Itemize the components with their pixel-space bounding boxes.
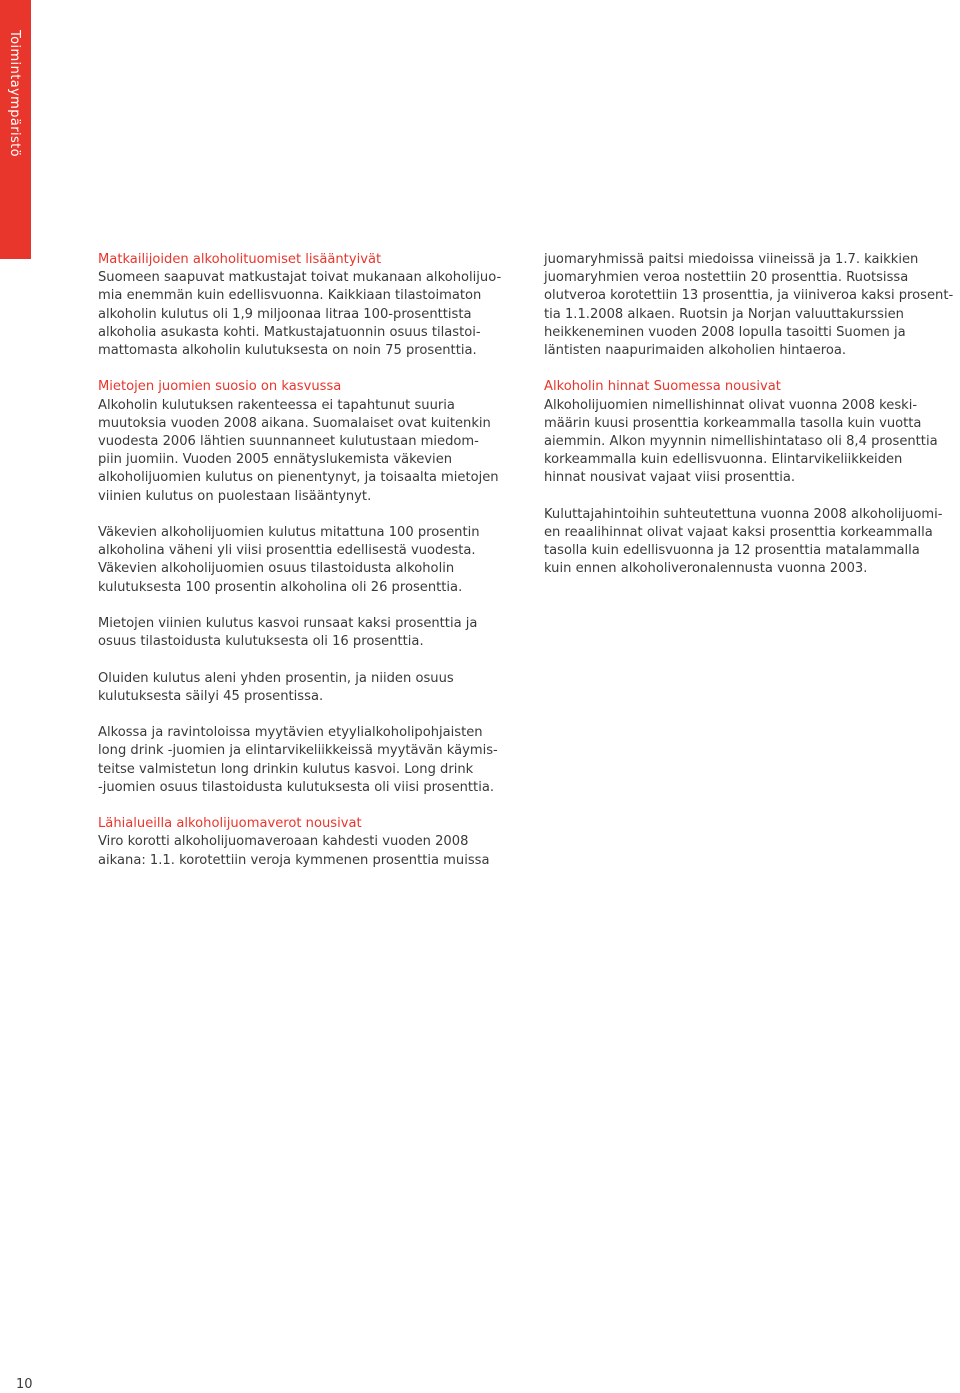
section-wines [98, 615, 533, 651]
text-line: Mietojen viinien kulutus kasvoi runsaat kaksi prosenttia ja [98, 616, 478, 632]
text-line: läntisten naapurimaiden alkoholien hintaeroa. [544, 343, 847, 359]
paragraph [98, 833, 533, 869]
text-line: osuus tilastoidusta kulutuksesta oli 16 prosenttia. [98, 634, 424, 650]
text-line: Kuluttajahintoihin suhteutettuna vuonna 2008 alkoholijuomi- [544, 506, 943, 522]
text-line: hinnat nousivat vajaat viisi prosenttia. [544, 470, 796, 486]
text-line: viinien kulutus on puolestaan lisääntynyt. [98, 488, 372, 504]
paragraph [98, 670, 533, 706]
paragraph [544, 397, 960, 488]
text-line: korkeammalla kuin edellisvuonna. Elintarvikeliikkeiden [544, 452, 903, 468]
text-line: Alkoholijuomien nimellishinnat olivat vuonna 2008 keski- [544, 397, 918, 413]
paragraph [544, 251, 960, 360]
heading-mild-drinks: Mietojen juomien suosio on kasvussa [98, 379, 342, 395]
text-line: alkoholijuomien kulutus on pienentynyt, ja toisaalta mietojen [98, 470, 499, 486]
page-number: 10 [16, 1377, 33, 1392]
section-nearby-taxes [98, 815, 533, 870]
text-line: tasolla kuin edellisvuonna ja 12 prosenttia matalammalla [544, 543, 920, 559]
right-column [544, 251, 960, 597]
text-line: teitse valmistetun long drinkin kulutus kasvoi. Long drink [98, 761, 474, 777]
paragraph [544, 506, 960, 579]
text-line: kulutuksesta 100 prosentin alkoholina oli 26 prosenttia. [98, 579, 463, 595]
heading-nearby-taxes: Lähialueilla alkoholijuomaverot nousivat [98, 816, 362, 832]
paragraph [98, 269, 533, 360]
side-tab [0, 0, 31, 259]
text-line: tia 1.1.2008 alkaen. Ruotsin ja Norjan valuuttakurssien [544, 306, 904, 322]
section-spirits [98, 524, 533, 597]
text-line: heikkeneminen vuoden 2008 lopulla tasoitti Suomen ja [544, 324, 906, 340]
text-line: juomaryhmissä paitsi miedoissa viineissä ja 1.7. kaikkien [544, 252, 919, 267]
text-line: vuodesta 2006 lähtien suunnanneet kulutustaan miedom- [98, 434, 479, 450]
section-travel-imports [98, 251, 533, 360]
text-line: Väkevien alkoholijuomien osuus tilastoidusta alkoholin [98, 561, 455, 577]
section-prices [544, 378, 960, 487]
paragraph [98, 724, 533, 797]
section-beer [98, 670, 533, 706]
text-line: juomaryhmien veroa nostettiin 20 prosenttia. Ruotsissa [544, 270, 909, 286]
text-line: Väkevien alkoholijuomien kulutus mitattuna 100 prosentin [98, 525, 480, 541]
text-line: en reaalihinnat olivat vajaat kaksi prosenttia korkeammalla [544, 525, 933, 541]
text-line: Alkossa ja ravintoloissa myytävien etyylialkoholipohjaisten [98, 725, 483, 741]
text-line: mattomasta alkoholin kulutuksesta on noin 75 prosenttia. [98, 343, 477, 359]
section-label: Toimintaympäristö [7, 30, 22, 158]
text-line: kulutuksesta säilyi 45 prosentissa. [98, 688, 324, 704]
text-line: alkoholina väheni yli viisi prosenttia edellisestä vuodesta. [98, 543, 476, 559]
heading-travel-imports: Matkailijoiden alkoholituomiset lisääntyivät [98, 252, 382, 267]
text-line: -juomien osuus tilastoidusta kulutuksesta oli viisi prosenttia. [98, 779, 495, 795]
heading-prices: Alkoholin hinnat Suomessa nousivat [544, 379, 781, 395]
section-real-prices [544, 506, 960, 579]
text-line: Suomeen saapuvat matkustajat toivat mukanaan alkoholijuo- [98, 270, 502, 286]
text-line: alkoholia asukasta kohti. Matkustajatuonnin osuus tilastoi- [98, 324, 481, 340]
section-taxes-continued [544, 251, 960, 360]
paragraph [98, 615, 533, 651]
text-line: Alkoholin kulutuksen rakenteessa ei tapahtunut suuria [98, 397, 455, 413]
text-line: aiemmin. Alkon myynnin nimellishintataso oli 8,4 prosenttia [544, 434, 938, 450]
text-line: Oluiden kulutus aleni yhden prosentin, ja niiden osuus [98, 670, 454, 686]
paragraph [98, 397, 533, 506]
text-line: Viro korotti alkoholijuomaveroaan kahdesti vuoden 2008 [98, 834, 469, 850]
section-mild-drinks [98, 378, 533, 505]
paragraph [98, 524, 533, 597]
text-line: mia enemmän kuin edellisvuonna. Kaikkiaan tilastoimaton [98, 288, 482, 304]
section-long-drinks [98, 724, 533, 797]
text-line: kuin ennen alkoholiveronalennusta vuonna 2003. [544, 561, 868, 577]
text-line: olutveroa korotettiin 13 prosenttia, ja viiniveroa kaksi prosent- [544, 288, 954, 304]
text-line: aikana: 1.1. korotettiin veroja kymmenen prosenttia muissa [98, 852, 490, 868]
text-line: long drink -juomien ja elintarvikeliikkeissä myytävän käymis- [98, 743, 498, 759]
text-line: piin juomiin. Vuoden 2005 ennätyslukemista väkevien [98, 452, 453, 468]
text-line: alkoholin kulutus oli 1,9 miljoonaa litraa 100-prosenttista [98, 306, 472, 322]
text-line: muutoksia vuoden 2008 aikana. Suomalaiset ovat kuitenkin [98, 415, 491, 431]
left-column [98, 251, 533, 888]
text-line: määrin kuusi prosenttia korkeammalla tasolla kuin vuotta [544, 415, 922, 431]
